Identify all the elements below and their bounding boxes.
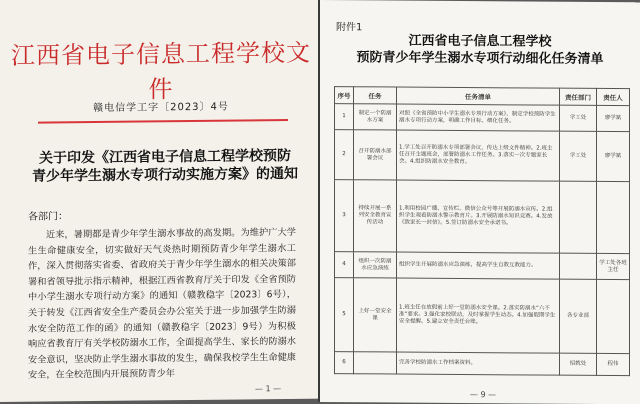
row-person: 廖学斌: [597, 131, 630, 181]
row-item: 上好一堂安全课: [354, 278, 397, 352]
document-header-title: 江西省电子信息工程学校文件: [11, 38, 311, 104]
attachment-title: [320, 32, 640, 68]
row-no: 2: [335, 130, 354, 180]
row-dept: 各专业部: [560, 279, 597, 353]
notice-title-line2: 青少年学生溺水专项行动实施方案》的通知: [32, 165, 298, 185]
row-person: [597, 279, 630, 353]
attachment-title-line1: 江西省电子信息工程学校: [408, 33, 552, 50]
right-document-page: [320, 0, 640, 404]
row-person: 廖学斌: [597, 105, 630, 131]
table-row: [335, 180, 630, 254]
row-dept: 学工处: [560, 131, 597, 181]
row-dept: [560, 253, 597, 279]
row-person: 学工处各班主任: [597, 253, 630, 279]
row-no: 3: [335, 180, 354, 252]
row-dept: [560, 181, 597, 253]
row-person: [597, 181, 630, 253]
col-header-person: 责任人: [597, 88, 630, 105]
table-row: [335, 104, 630, 132]
row-dept: 招就处: [560, 353, 597, 375]
row-no: 4: [335, 252, 354, 278]
col-header-item: 任务: [354, 87, 397, 104]
notice-title: [30, 147, 300, 186]
row-tasks: 1.学工处召开防溺水专项部署会议，传达上级文件精神。2.班主任召开主题班会，部署防溺水工作任务。3.落实一次专题家长会。4.组织防溺水安全教育。: [397, 130, 560, 181]
col-header-tasks: 任务清单: [397, 87, 560, 105]
row-dept: 学工处: [560, 105, 597, 131]
document-number: 赣电信学工字〔2023〕4号: [93, 101, 229, 115]
table-row: [335, 252, 630, 280]
red-divider-line: [38, 119, 288, 124]
col-header-no: 序号: [335, 87, 354, 104]
row-item: 持续开展一系列安全教育宣传活动: [354, 180, 397, 252]
row-tasks: 对照《全省预防中小学生溺水专项行动方案》，制定学校预防学生溺水专项行动方案，明确工作目标、细化任务。: [397, 104, 560, 131]
row-tasks: 1.利用校园广播、宣传栏、微信公众号等开展防溺水宣传。2.组织学生观看防溺水警示教育片。3.开展防溺水知识竞赛。4.发放《致家长一封信》。5.签订防溺水安全承诺书。: [397, 180, 560, 253]
row-no: 5: [335, 278, 354, 352]
greeting: 各部门：: [28, 211, 68, 223]
row-no: 6: [335, 352, 354, 374]
row-no: 1: [335, 104, 354, 130]
col-header-dept: 责任部门: [560, 88, 597, 105]
attachment-title-line2: 预防青少年学生溺水专项行动细化任务清单: [356, 50, 604, 67]
row-tasks: 完善学校防溺水工作档案资料。: [397, 352, 560, 375]
attachment-label: 附件1: [336, 22, 363, 34]
table-row: [335, 352, 630, 376]
row-person: 程伟: [597, 353, 630, 375]
notice-body: 近来，暑期都是青少年学生溺水事故的高发期。为维护广大学生生命健康安全，切实做好天气炎热时期预防青少年学生溺水工作，深入贯彻落实省委、省政府关于青少年学生溺水的相关决策部署和省领导批示指示精神，根据江西省教育厅关于印发《全省预防中小学生溺水专项行动方案》的通知（赣教稳字〔2023〕6号），关于转发《江西省安全生产委员会办公室关于进一步加强学生防溺水安全防范工作的函》的通知（赣教稳字〔2023〕9号）为积极响应省教育厅有关学校防溺水工作，全面提高学生、家长的防溺水安全意识，坚决防止学生溺水事故的发生，确保我校学生生命健康安全，在全校范围内开展预防青少年: [28, 226, 296, 382]
row-item: [354, 352, 397, 374]
row-item: 召开防溺水部署会议: [354, 130, 397, 180]
notice-title-line1: 关于印发《江西省电子信息工程学校预防: [39, 147, 291, 167]
task-list-table: [334, 86, 630, 376]
row-tasks: 组织学生开展防溺水应急演练，提高学生自救互救能力。: [397, 252, 560, 279]
page-number-right: — 9 —: [470, 390, 497, 400]
row-item: 组织一次防溺水应急演练: [354, 252, 397, 278]
table-header-row: [335, 87, 630, 106]
table-row: [335, 130, 630, 182]
page-number-left: — 1 —: [255, 384, 282, 394]
table-row: [335, 278, 630, 354]
row-tasks: 1.班主任在放假前上好一堂防溺水安全课。2.落实防溺水“六不准”要求。3.强化家校联动，及时掌握学生动态。4.加强假期学生安全提醒。5.建立安全责任台账。: [397, 278, 560, 353]
row-item: 制定一个防溺水方案: [354, 104, 397, 130]
